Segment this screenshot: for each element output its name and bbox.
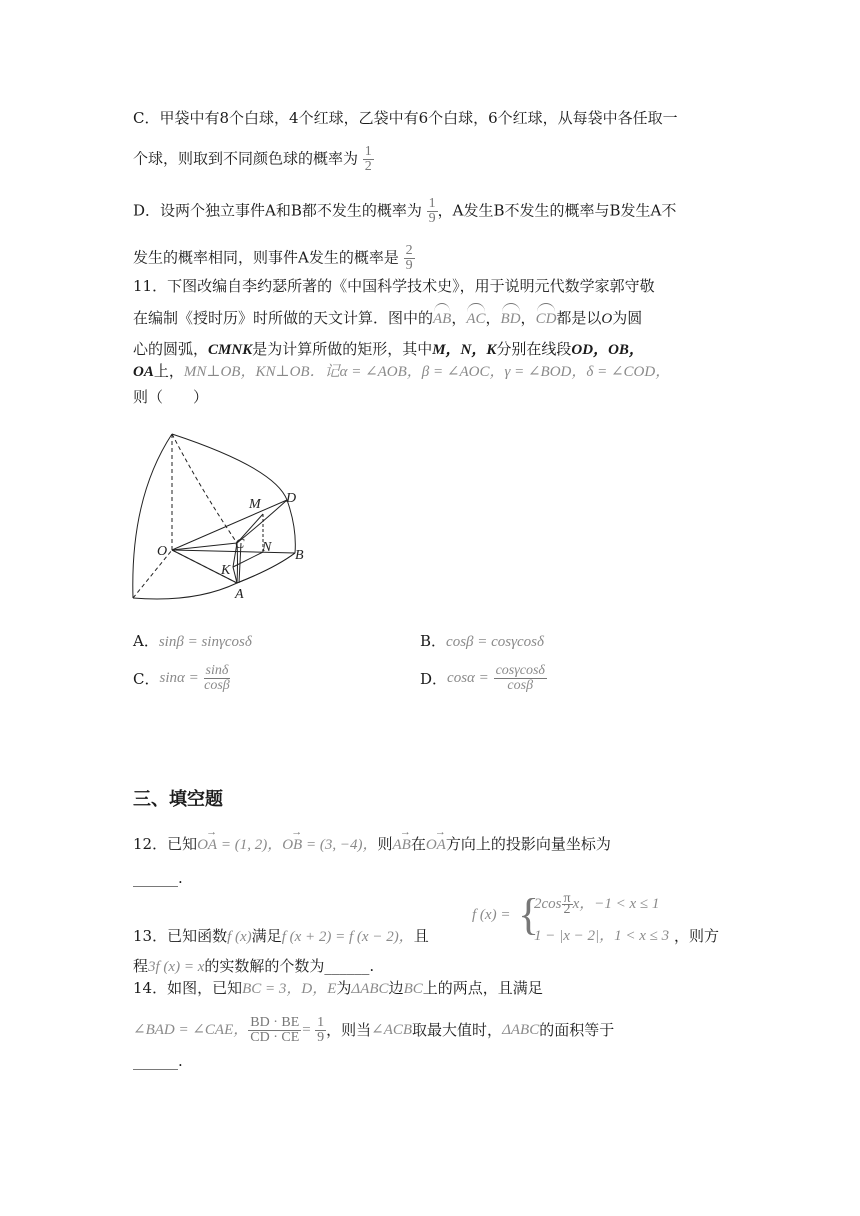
q13-case2: 1 − |x − 2|，1 < x ≤ 3: [534, 928, 670, 944]
q11-point-o: O: [601, 311, 613, 327]
q12-vector-oa: → OA: [197, 834, 217, 856]
q13-case1-fraction: $\frac{\pi}{2}$: [563, 890, 571, 917]
q13-text-f: 的实数解的个数为______.: [204, 957, 375, 975]
q12-vector-ab: → AB: [392, 834, 410, 856]
fig-label-d: D: [286, 491, 297, 506]
q13-text-c: 且: [413, 927, 429, 945]
q11-text-a: 在编制《授时历》时所做的天文计算．图中的: [133, 309, 434, 327]
q13-brace: {: [518, 890, 540, 939]
q11-option-d-label: D．: [420, 670, 448, 688]
q11-text-f: 分别在线段: [496, 340, 572, 358]
q11-option-d: [420, 664, 547, 693]
q11-option-d-fraction: $\frac{\cos\gamma\cos\delta}{\cos\beta}$: [495, 663, 545, 693]
q13-text-a: 13．已知函数: [133, 927, 228, 945]
q13-case1-rest: x，−1 < x ≤ 1: [572, 896, 660, 912]
q14-bc-2: BC: [403, 981, 423, 997]
q10-option-c-line1: C．甲袋中有8个白球，4个红球，乙袋中有6个白球，6个红球，从每袋中各任取一: [133, 109, 678, 127]
q14-answer-blank: ______.: [133, 1052, 183, 1070]
q11-text-c: 为圆: [612, 309, 643, 327]
line-k-a: [233, 567, 237, 583]
q13-text-b: 满足: [251, 927, 282, 945]
q11-option-a-label: A．: [133, 632, 159, 650]
line-ob: [172, 550, 295, 553]
q11-option-a: [133, 630, 252, 651]
q13-condition: f (x + 2) = f (x − 2)，: [281, 929, 414, 945]
q11-option-b-label: B．: [420, 632, 447, 650]
q11-line2: 在编制《授时历》时所做的天文计算．图中的AB，AC，BD，CD都是以O为圆: [133, 307, 642, 330]
q14-de: D，E: [301, 981, 337, 997]
fig-label-k: K: [221, 563, 231, 578]
q14-text-g: 的面积等于: [539, 1021, 615, 1039]
q11-option-d-lhs: cosα =: [447, 670, 489, 686]
outer-arc-bottom: [133, 553, 295, 599]
q13-case1-cos: 2cos: [534, 896, 562, 912]
q13-fx: f (x): [227, 929, 252, 945]
q11-text-b: 都是以: [556, 309, 602, 327]
q14-text-e: ，则当: [326, 1021, 372, 1039]
q11-conditions: MN⊥OB，KN⊥OB．记α = ∠AOB，β = ∠AOC，γ = ∠BOD，δ = ∠COD，: [183, 364, 671, 380]
q10-option-d-line2: [133, 244, 415, 273]
q12-vector-ob: → OB: [282, 834, 302, 856]
q10-option-d-fraction2: $\frac{2}{9}$: [405, 243, 413, 273]
q14-angle-condition: ∠BAD = ∠CAE，: [133, 1022, 249, 1038]
q11-line1: 11．下图改编自李约瑟所著的《中国科学技术史》，用于说明元代数学家郭守敬: [133, 277, 655, 295]
q11-text-g: 上，: [153, 362, 184, 380]
q11-option-b-formula: cosβ = cosγcosδ: [446, 634, 544, 650]
q14-equals: =: [301, 1022, 316, 1038]
arc-ab-fig: [237, 553, 295, 583]
q12-text-a: 12．已知: [133, 835, 198, 853]
q13-text-e: 程: [133, 957, 149, 975]
q14-text-b: 为: [336, 979, 352, 997]
q13-line2: [133, 955, 374, 978]
q11-segment-oa: OA: [133, 364, 154, 380]
q10-option-d-line1: [133, 197, 676, 226]
fig-label-o: O: [157, 544, 168, 559]
q11-text-d: 心的圆弧，: [133, 340, 209, 358]
q11-option-c: [133, 664, 230, 693]
q13-case1: [534, 892, 659, 915]
arc-cd-fig: [237, 500, 287, 543]
q11-points-mnk: M，N，K: [432, 342, 497, 358]
q14-text-f: 取最大值时，: [412, 1021, 503, 1039]
q11-line3: [133, 338, 644, 361]
q10-option-d-text2: ，A发生B不发生的概率与B发生A不: [437, 201, 677, 220]
q12-answer-blank: ______.: [133, 869, 183, 887]
q14-line1: [133, 977, 543, 1000]
q10-option-d-text1: D．设两个独立事件A和B都不发生的概率为: [133, 201, 422, 220]
q10-option-c-text: 个球，则取到不同颜色球的概率为: [133, 149, 359, 168]
fig-label-m: M: [249, 497, 261, 512]
q11-option-a-formula: sinβ = sinγcosδ: [158, 634, 252, 650]
q14-text-a: 14．如图，已知: [133, 979, 243, 997]
q14-bc: BC = 3，: [242, 981, 302, 997]
q11-segments: OD，OB，: [571, 342, 644, 358]
q12-vector-oa-2: → OA: [426, 834, 446, 856]
q13-equation: 3f (x) = x: [148, 959, 205, 975]
q14-ratio-fraction: $\frac{BD \cdot BE}{CD \cdot CE}$: [250, 1014, 300, 1045]
line-oc: [172, 543, 237, 550]
q13-fx-label: f (x) =: [472, 907, 511, 923]
q12-text-b: 则: [377, 835, 393, 853]
q11-option-c-lhs: sinα =: [159, 670, 199, 686]
fig-label-b: B: [295, 548, 304, 563]
q12-line1: [133, 833, 611, 856]
fig-label-c: C: [235, 537, 245, 552]
q11-line4: [133, 360, 670, 383]
q10-option-d-text3: 发生的概率相同，则事件A发生的概率是: [133, 248, 399, 267]
q11-figure: [125, 428, 320, 608]
section-title: 三、填空题: [133, 789, 223, 810]
arc-ab: AB: [433, 308, 451, 330]
q10-option-d-fraction1: $\frac{1}{9}$: [428, 196, 436, 226]
q12-text-c: 在: [410, 835, 426, 853]
fig-label-n: N: [262, 540, 272, 555]
arc-cd: CD: [536, 308, 557, 330]
q14-ratio-value: $\frac{1}{9}$: [317, 1014, 325, 1045]
q14-text-c: 边: [388, 979, 404, 997]
q10-option-c-fraction: $\frac{1}{2}$: [364, 144, 372, 174]
q12-text-d: 方向上的投影向量坐标为: [445, 835, 611, 853]
fig-label-a: A: [235, 587, 244, 602]
dashed-arc-c: [172, 434, 237, 543]
q11-option-b: [420, 630, 544, 651]
arc-ac: AC: [466, 308, 485, 330]
q14-triangle-2: ΔABC: [502, 1022, 540, 1038]
q11-option-c-fraction: $\frac{\sin\delta}{\cos\beta}$: [204, 663, 230, 693]
q10-option-c-line2: [133, 145, 374, 174]
q14-angle-acb: ∠ACB: [371, 1022, 413, 1038]
q11-rect-cmnk: CMNK: [208, 342, 253, 358]
q11-line5: 则（ ）: [133, 388, 209, 406]
q14-line2: [133, 1014, 614, 1045]
q13-line1: [133, 925, 429, 948]
q12-oa-value: = (1, 2)，: [217, 837, 283, 853]
outer-arc-right: [172, 434, 295, 553]
q13-text-d: ，则方: [674, 927, 720, 945]
q12-ob-value: = (3, −4)，: [302, 837, 378, 853]
q11-option-c-label: C．: [133, 670, 160, 688]
q11-text-e: 是为计算所做的矩形，其中: [252, 340, 433, 358]
arc-bd: BD: [501, 308, 521, 330]
q14-triangle: ΔABC: [351, 981, 389, 997]
q14-text-d: 上的两点，且满足: [422, 979, 543, 997]
